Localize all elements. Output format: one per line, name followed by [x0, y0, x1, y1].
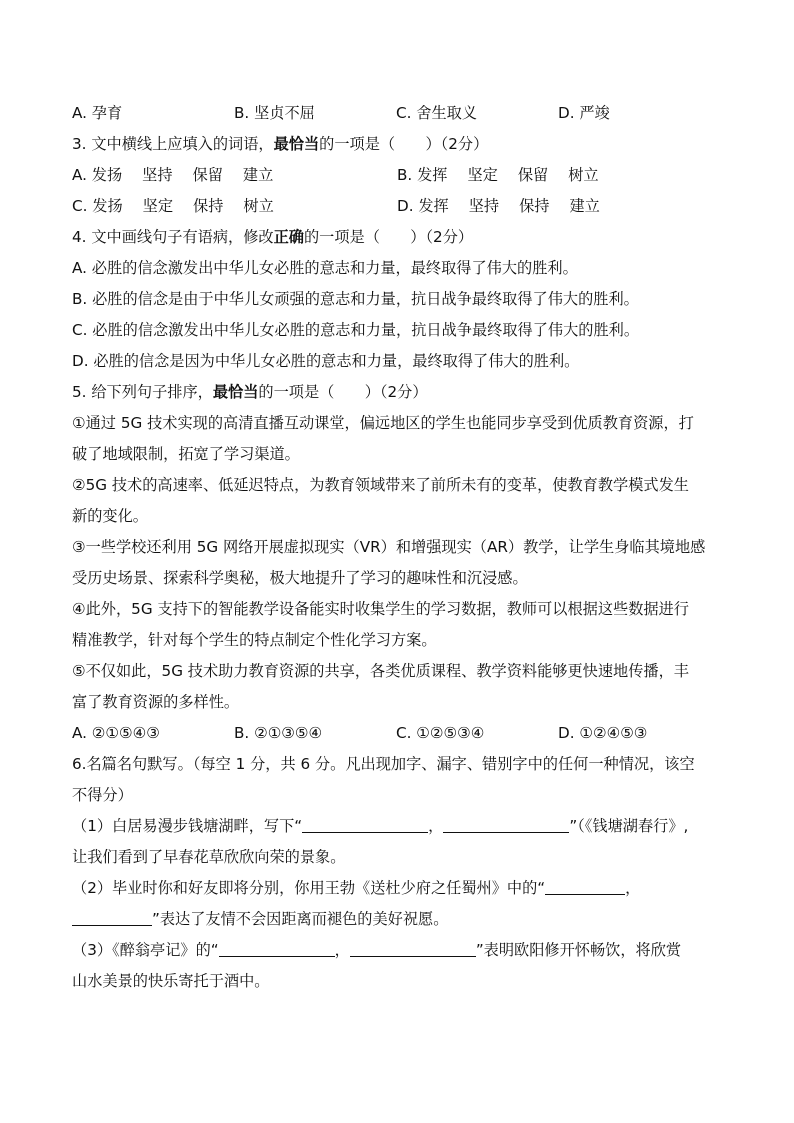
q3-options-row-2 — [72, 191, 722, 222]
q5-sentence-3-line-2: 受历史场景、探索科学奥秘，极大地提升了学习的趣味性和沉浸感。 — [72, 569, 528, 587]
q2-option-b[interactable]: B. 坚贞不屈 — [234, 104, 315, 122]
q6-item-3-blank-2[interactable] — [350, 955, 476, 957]
q6-item-1-blank-2[interactable] — [443, 831, 569, 833]
q4-emphasis: 正确 — [273, 228, 304, 246]
exam-page — [72, 98, 722, 997]
q6-item-2-blank-1[interactable] — [545, 893, 625, 895]
q5-sentence-1-line-2: 破了地域限制，拓宽了学习渠道。 — [72, 445, 300, 463]
q3-option-b[interactable]: B. 发挥 坚定 保留 树立 — [397, 166, 599, 184]
q5-option-c[interactable]: C. ①②⑤③④ — [396, 724, 485, 742]
q6-item-3-line-2: 山水美景的快乐寄托于酒中。 — [72, 972, 270, 990]
q6-stem-line-1: 6.名篇名句默写。（每空 1 分，共 6 分。凡出现加字、漏字、错别字中的任何一种情况，该空 — [72, 755, 695, 773]
q5-sentence-3-line-1: ③一些学校还利用 5G 网络开展虚拟现实（VR）和增强现实（AR）教学，让学生身临其境地感 — [72, 538, 706, 556]
q5-stem: 5. 给下列句子排序，最恰当的一项是（ ）（2分） — [72, 383, 428, 401]
q4-option-d[interactable]: D. 必胜的信念是因为中华儿女必胜的意志和力量，最终取得了伟大的胜利。 — [72, 352, 580, 370]
q6-item-2-line-2: ”表达了友情不会因距离而褪色的美好祝愿。 — [72, 904, 722, 935]
q6-item-2-line-1: （2）毕业时你和好友即将分别，你用王勃《送杜少府之任蜀州》中的“ ， — [72, 879, 641, 897]
q2-option-d[interactable]: D. 严竣 — [558, 104, 610, 122]
q6-stem-line-2: 不得分） — [72, 786, 133, 804]
q4-option-c[interactable]: C. 必胜的信念激发出中华儿女必胜的意志和力量，抗日战争最终取得了伟大的胜利。 — [72, 321, 640, 339]
q6-item-1-line-1: （1）白居易漫步钱塘湖畔，写下“ ， ”（《钱塘湖春行》, — [72, 817, 689, 835]
q6-item-1-blank-1[interactable] — [302, 831, 428, 833]
q5-sentence-4-line-1: ④此外，5G 支持下的智能教学设备能实时收集学生的学习数据，教师可以根据这些数据进行 — [72, 600, 689, 618]
q4-option-a[interactable]: A. 必胜的信念激发出中华儿女必胜的意志和力量，最终取得了伟大的胜利。 — [72, 259, 578, 277]
q5-sentence-5-line-2: 富了教育资源的多样性。 — [72, 693, 240, 711]
q5-sentence-4-line-2: 精准教学，针对每个学生的特点制定个性化学习方案。 — [72, 631, 437, 649]
q5-sentence-2-line-1: ②5G 技术的高速率、低延迟特点，为教育领域带来了前所未有的变革，使教育教学模式发生 — [72, 476, 689, 494]
q3-option-d[interactable]: D. 发挥 坚持 保持 建立 — [397, 197, 600, 215]
q5-sentence-1-line-1: ①通过 5G 技术实现的高清直播互动课堂，偏远地区的学生也能同步享受到优质教育资源，打 — [72, 414, 694, 432]
q5-options — [72, 718, 722, 749]
q3-options-row-1 — [72, 160, 722, 191]
q6-item-2-blank-2[interactable] — [72, 924, 152, 926]
q6-item-3-blank-1[interactable] — [219, 955, 335, 957]
q3-stem: 3. 文中横线上应填入的词语，最恰当的一项是（ ）（2分） — [72, 135, 489, 153]
q5-option-b[interactable]: B. ②①③⑤④ — [234, 724, 323, 742]
q3-option-c[interactable]: C. 发扬 坚定 保持 树立 — [72, 197, 274, 215]
q4-stem: 4. 文中画线句子有语病，修改正确的一项是（ ）（2分） — [72, 228, 474, 246]
q2-option-c[interactable]: C. 舍生取义 — [396, 104, 478, 122]
q2-options — [72, 98, 722, 129]
q5-emphasis: 最恰当 — [212, 383, 259, 401]
q5-sentence-2-line-2: 新的变化。 — [72, 507, 148, 525]
q6-item-1-line-2: 让我们看到了早春花草欣欣向荣的景象。 — [72, 848, 346, 866]
q5-option-a[interactable]: A. ②①⑤④③ — [72, 724, 160, 742]
q3-option-a[interactable]: A. 发扬 坚持 保留 建立 — [72, 166, 274, 184]
q6-item-3-line-1: （3）《醉翁亭记》的“ ， ”表明欧阳修开怀畅饮，将欣赏 — [72, 941, 682, 959]
q3-emphasis: 最恰当 — [273, 135, 320, 153]
q5-sentence-5-line-1: ⑤不仅如此，5G 技术助力教育资源的共享，各类优质课程、教学资料能够更快速地传播，丰 — [72, 662, 689, 680]
q4-option-b[interactable]: B. 必胜的信念是由于中华儿女顽强的意志和力量，抗日战争最终取得了伟大的胜利。 — [72, 290, 639, 308]
q5-option-d[interactable]: D. ①②④⑤③ — [558, 724, 648, 742]
q2-option-a[interactable]: A. 孕育 — [72, 104, 123, 122]
